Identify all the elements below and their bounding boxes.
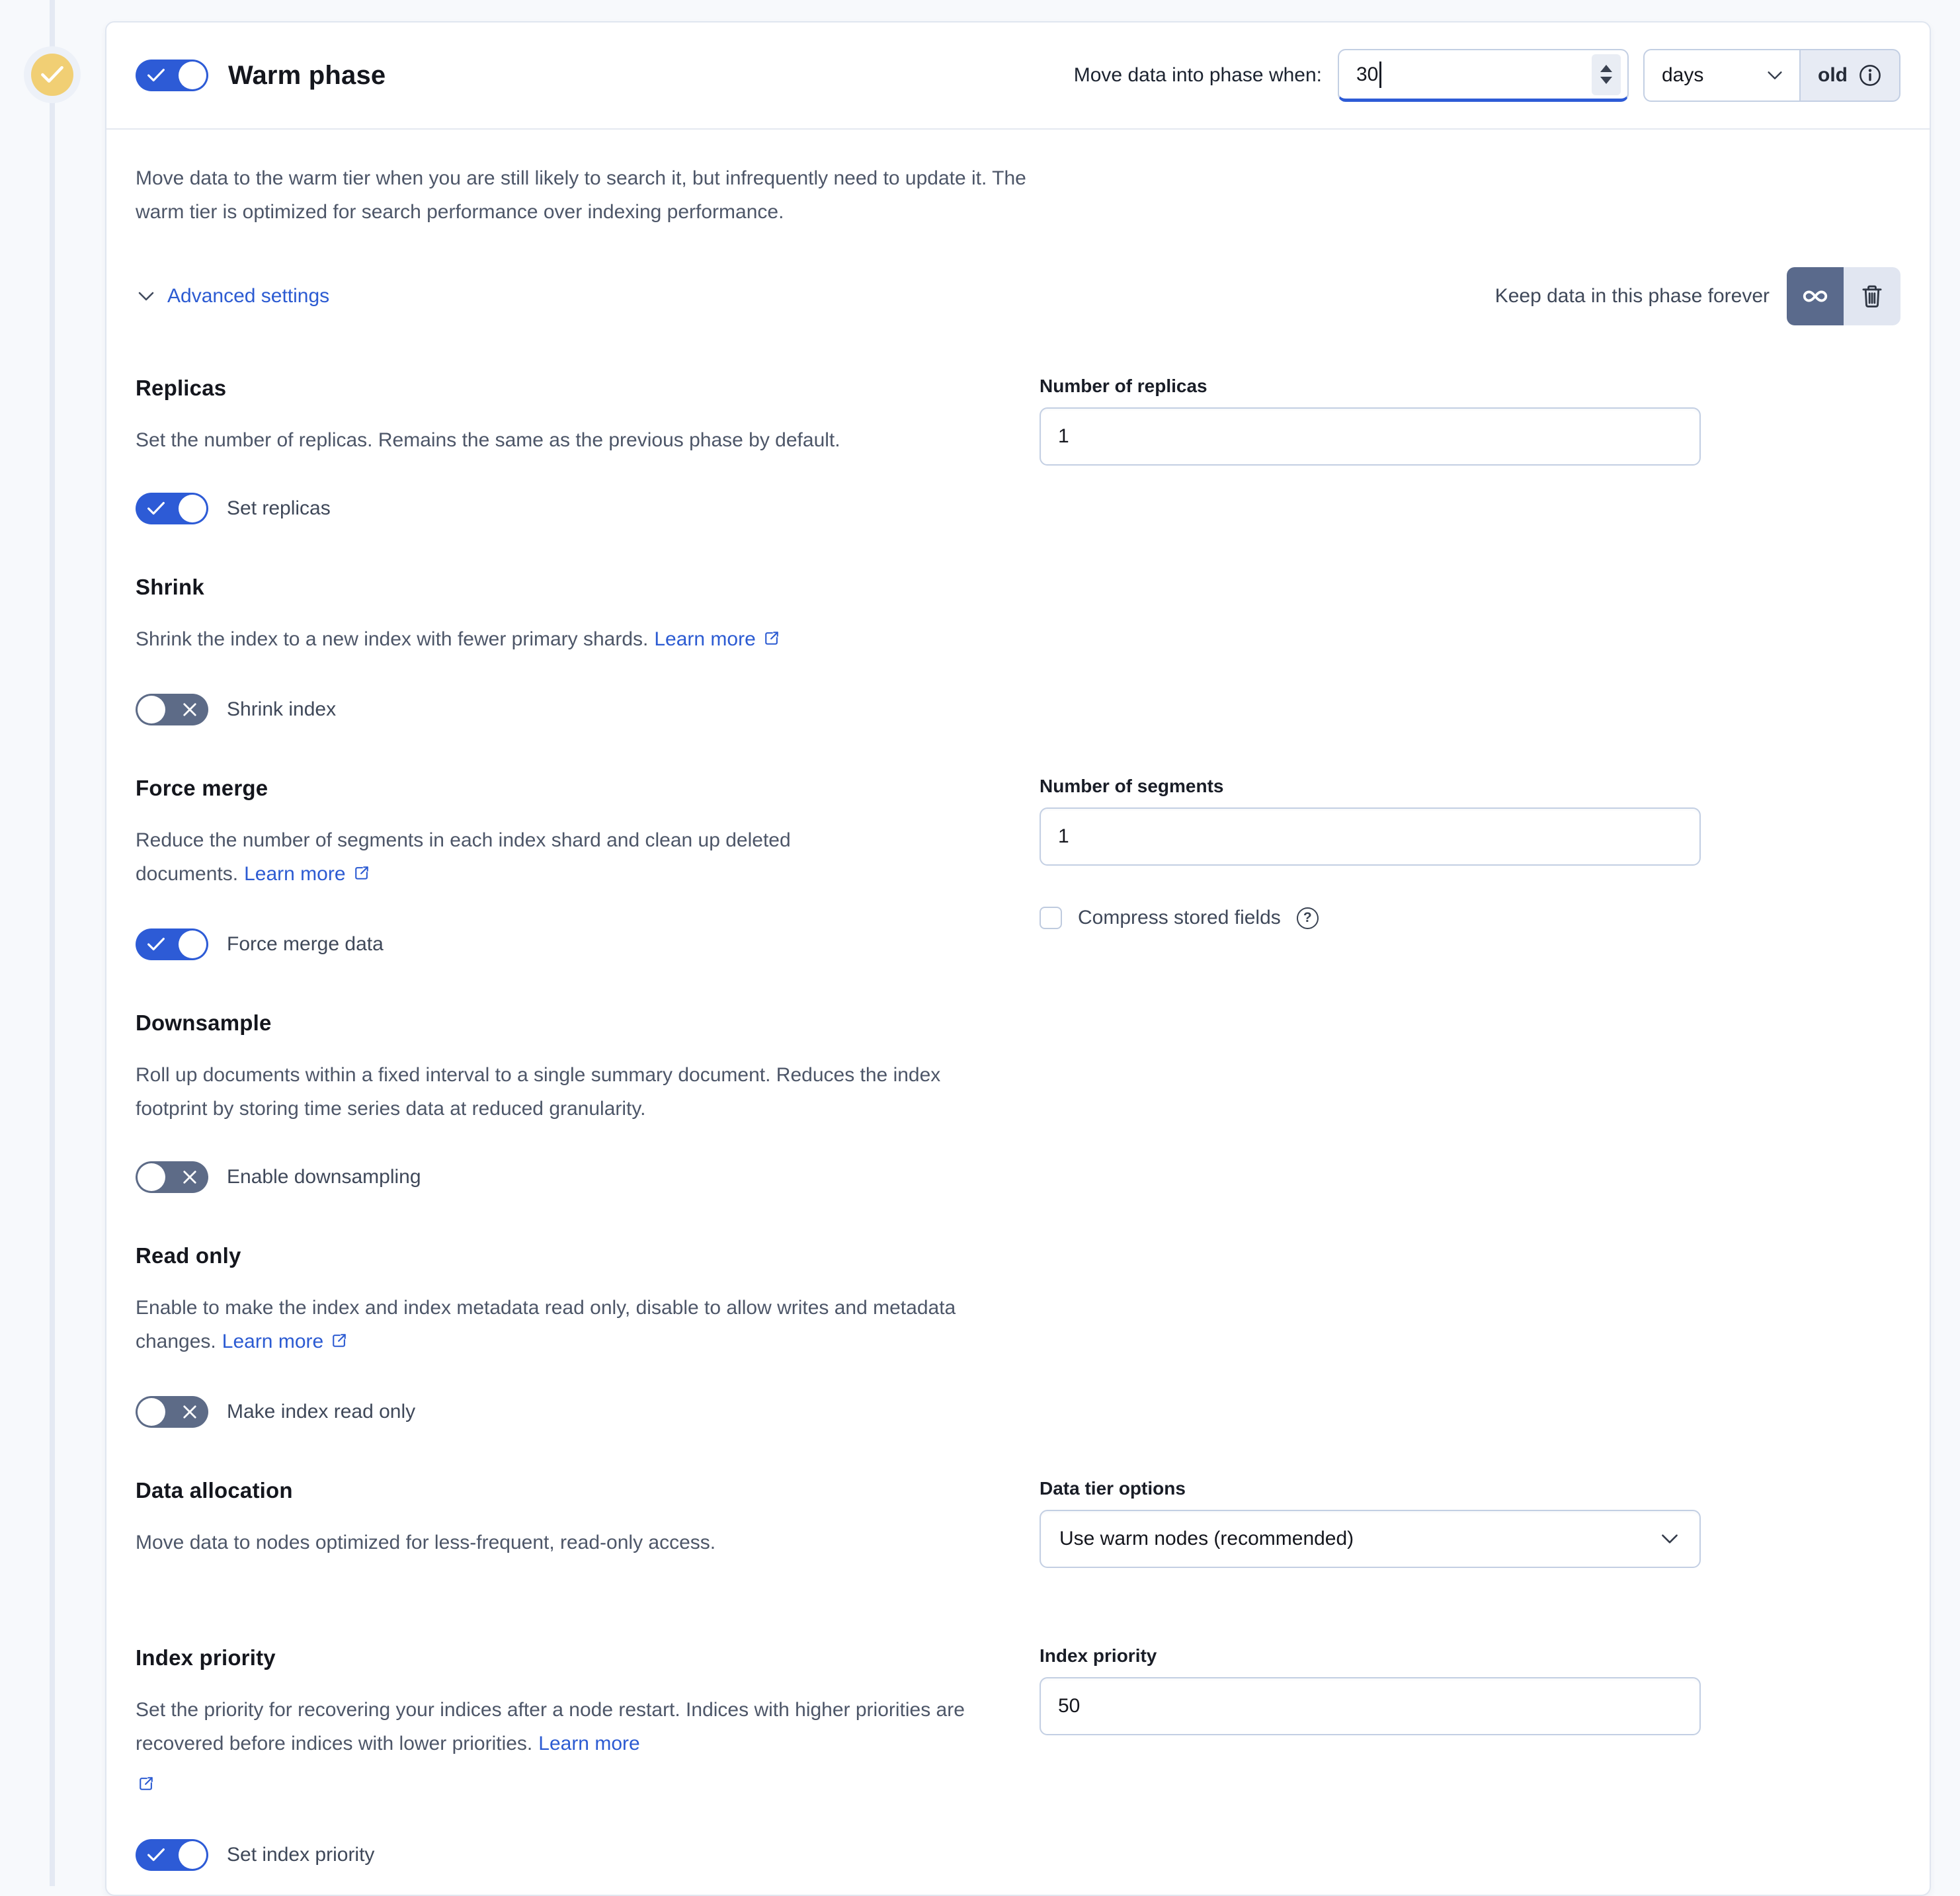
check-icon <box>147 501 165 516</box>
external-link-icon <box>762 624 781 658</box>
phase-age-input[interactable] <box>1338 49 1629 102</box>
phase-age-unit-select[interactable] <box>1643 49 1801 102</box>
section-index-priority <box>136 1645 1900 1871</box>
chevron-down-icon <box>1765 65 1785 85</box>
section-description: Shrink the index to a new index with fewer primary shards. <box>136 628 649 650</box>
advanced-settings-accordion[interactable] <box>136 285 329 308</box>
section-title: Force merge <box>136 776 268 800</box>
help-icon[interactable]: ? <box>1297 907 1319 929</box>
cross-icon <box>183 1170 197 1184</box>
section-description: Move data to nodes optimized for less-frequent, read-only access. <box>136 1532 716 1553</box>
keep-forever-button[interactable] <box>1787 267 1844 325</box>
phase-complete-icon <box>31 54 73 96</box>
learn-more-link[interactable]: Learn more <box>654 628 780 650</box>
section-description: Roll up documents within a fixed interval to a single summary document. Reduces the index footprint by storing time series data at reduced granularity. <box>136 1064 941 1120</box>
toggle-knob <box>179 62 206 89</box>
section-title: Read only <box>136 1243 241 1268</box>
section-replicas <box>136 376 1900 524</box>
toggle-label: Shrink index <box>227 698 337 720</box>
external-link-icon <box>137 1770 1015 1803</box>
segments-input[interactable] <box>1040 807 1701 866</box>
stepper-up-icon[interactable] <box>1600 65 1612 72</box>
advanced-settings-label: Advanced settings <box>167 285 330 307</box>
section-downsample <box>136 1010 1900 1193</box>
old-label: old <box>1818 64 1848 86</box>
toggle-knob <box>138 1163 165 1191</box>
warm-phase-toggle[interactable] <box>136 60 208 91</box>
toggle-knob <box>138 1398 165 1426</box>
toggle-label: Force merge data <box>227 933 384 955</box>
cross-icon <box>183 702 197 717</box>
stepper-down-icon[interactable] <box>1600 77 1612 84</box>
trash-icon <box>1859 284 1885 309</box>
cross-icon <box>183 1405 197 1419</box>
data-tier-select[interactable] <box>1040 1510 1701 1568</box>
toggle-knob <box>179 1841 206 1869</box>
phase-age-unit-group <box>1643 49 1900 102</box>
phase-description: Move data to the warm tier when you are still likely to search it, but infrequently need to update it. The warm tier is optimized for search performance over indexing performance. <box>136 167 1026 223</box>
page-title: Warm phase <box>228 60 386 90</box>
phase-step-indicator <box>24 46 81 103</box>
data-tier-field-label: Data tier options <box>1040 1478 1186 1499</box>
section-force-merge <box>136 776 1900 960</box>
learn-more-link[interactable]: Learn more <box>244 863 370 885</box>
section-description: Set the number of replicas. Remains the same as the previous phase by default. <box>136 429 840 451</box>
chevron-down-icon <box>136 286 157 307</box>
external-link-icon <box>352 859 371 893</box>
replicas-input[interactable] <box>1040 407 1701 466</box>
toggle-knob <box>179 930 206 958</box>
unit-append-label <box>1801 49 1900 102</box>
make-read-only-toggle[interactable] <box>136 1396 208 1428</box>
delete-phase-button-group <box>1787 267 1900 325</box>
external-link-icon <box>330 1327 348 1360</box>
move-data-label: Move data into phase when: <box>1073 64 1322 86</box>
toggle-label: Set index priority <box>227 1844 375 1866</box>
toggle-label: Make index read only <box>227 1401 416 1422</box>
learn-more-link[interactable]: Learn more <box>222 1331 348 1352</box>
replicas-field-label: Number of replicas <box>1040 376 1207 396</box>
section-description: Reduce the number of segments in each index shard and clean up deleted documents. <box>136 829 791 885</box>
section-shrink <box>136 575 1900 725</box>
chevron-down-icon <box>1658 1528 1681 1550</box>
toggle-knob <box>179 495 206 522</box>
number-stepper[interactable] <box>1592 54 1621 95</box>
compress-stored-fields-checkbox[interactable] <box>1040 907 1062 929</box>
index-priority-field-label: Index priority <box>1040 1645 1157 1666</box>
phase-timeline-line <box>50 0 55 1886</box>
segments-field-label: Number of segments <box>1040 776 1224 796</box>
warm-phase-header <box>106 22 1930 130</box>
section-data-allocation <box>136 1478 1900 1595</box>
delete-phase-button[interactable] <box>1844 267 1900 325</box>
toggle-label: Set replicas <box>227 497 331 519</box>
warm-phase-panel <box>105 21 1931 1896</box>
shrink-index-toggle[interactable] <box>136 694 208 725</box>
set-replicas-toggle[interactable] <box>136 493 208 524</box>
section-title: Downsample <box>136 1010 272 1035</box>
text-caret <box>1379 62 1381 88</box>
enable-downsampling-toggle[interactable] <box>136 1161 208 1193</box>
force-merge-toggle[interactable] <box>136 928 208 960</box>
learn-more-link[interactable]: Learn more <box>136 1733 1015 1803</box>
info-icon[interactable] <box>1858 63 1882 87</box>
checkbox-label: Compress stored fields <box>1078 907 1281 928</box>
check-icon <box>147 937 165 952</box>
unit-select-value: days <box>1662 64 1704 86</box>
section-title: Shrink <box>136 575 204 599</box>
phase-age-value: 30 <box>1356 63 1379 85</box>
check-icon <box>147 1848 165 1862</box>
section-description: Enable to make the index and index metadata read only, disable to allow writes and metadata changes. <box>136 1297 956 1352</box>
section-description: Set the priority for recovering your indices after a node restart. Indices with higher priorities are recovered before indices with lower priorities. <box>136 1699 965 1754</box>
set-index-priority-toggle[interactable] <box>136 1839 208 1871</box>
section-title: Index priority <box>136 1645 276 1670</box>
data-tier-select-value: Use warm nodes (recommended) <box>1059 1528 1354 1549</box>
index-priority-input[interactable] <box>1040 1677 1701 1735</box>
check-icon <box>147 68 165 83</box>
toggle-label: Enable downsampling <box>227 1166 421 1188</box>
keep-data-label: Keep data in this phase forever <box>1494 285 1770 307</box>
toggle-knob <box>138 696 165 723</box>
section-title: Data allocation <box>136 1478 293 1503</box>
infinity-icon <box>1801 282 1830 311</box>
section-read-only <box>136 1243 1900 1428</box>
section-title: Replicas <box>136 376 227 400</box>
